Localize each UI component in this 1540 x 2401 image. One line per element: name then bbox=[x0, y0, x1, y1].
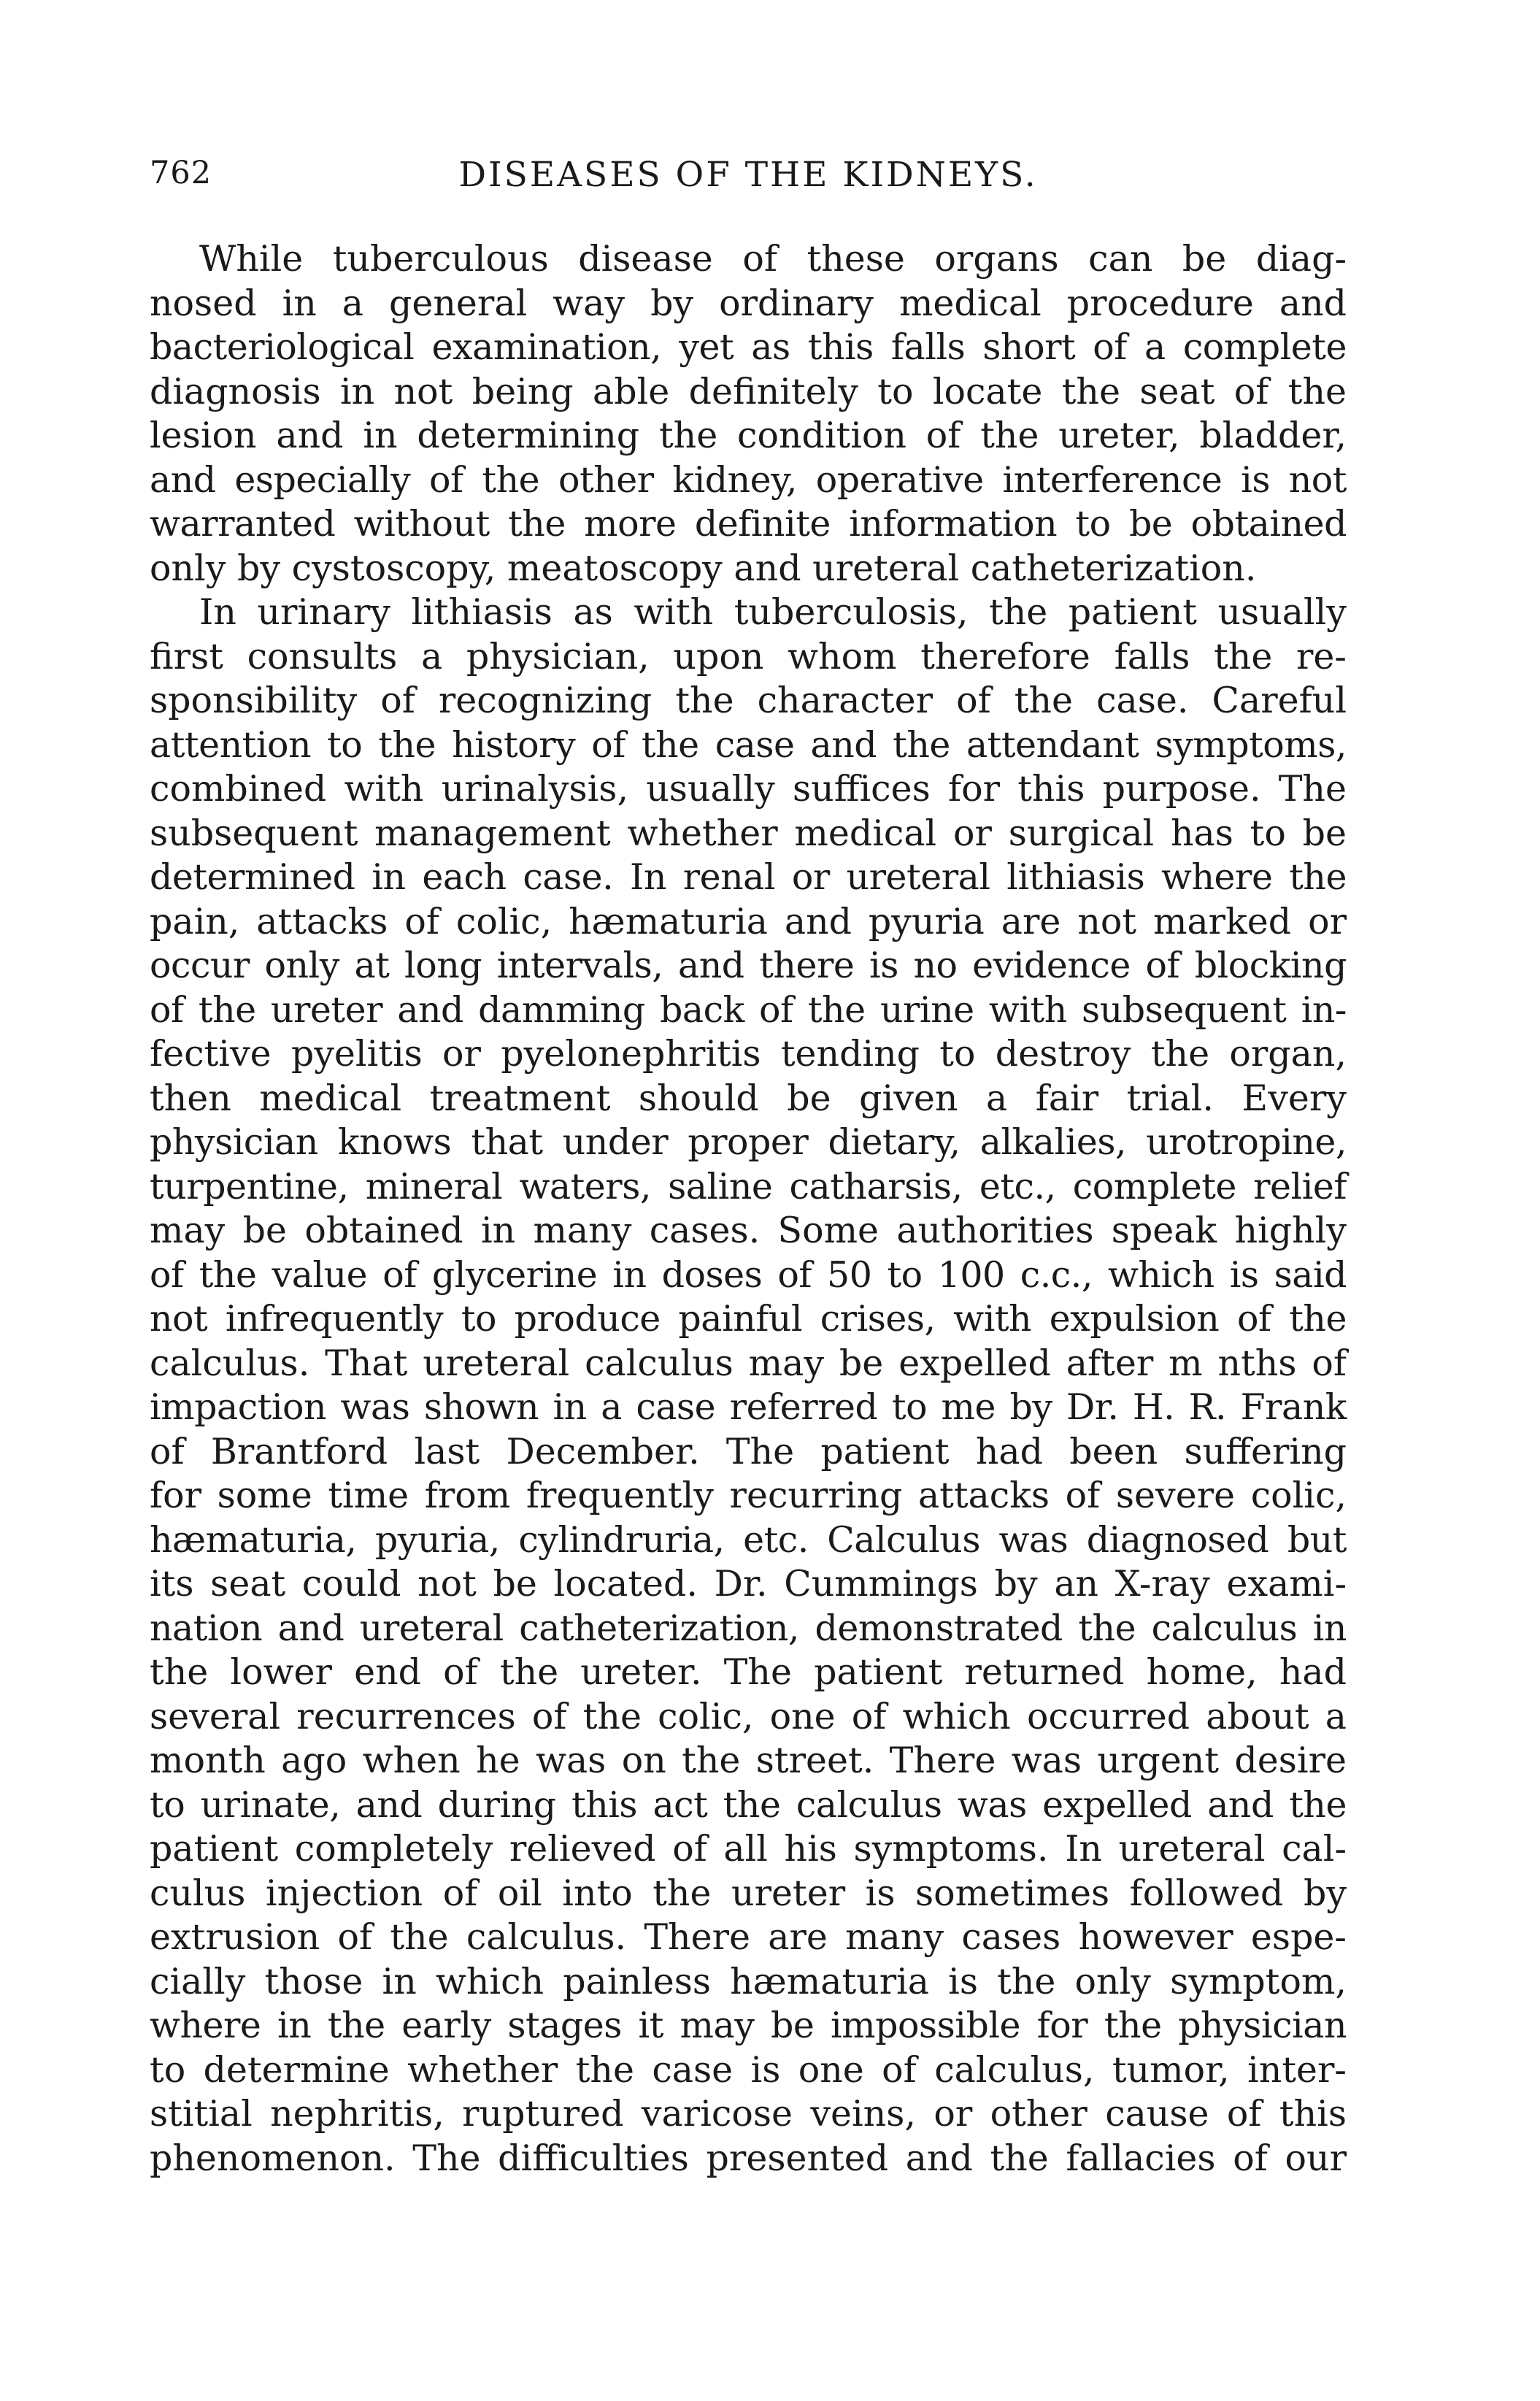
paragraph-1 bbox=[150, 237, 1347, 591]
text-line: lesion and in determining the condition of the ureter, bladder, bbox=[150, 415, 1347, 456]
text-line: calculus. That ureteral calculus may be expelled after m nths of bbox=[150, 1342, 1347, 1384]
text-line: extrusion of the calculus. There are many cases however espe- bbox=[150, 1916, 1347, 1958]
text-line: nosed in a general way by ordinary medical procedure and bbox=[150, 282, 1347, 324]
text-line: physician knows that under proper dietary, alkalies, urotropine, bbox=[150, 1121, 1347, 1163]
text-line: While tuberculous disease of these organs can be diag- bbox=[199, 238, 1347, 280]
page-number: 762 bbox=[150, 155, 212, 191]
text-line: where in the early stages it may be impossible for the physician bbox=[150, 2005, 1347, 2046]
text-line: its seat could not be located. Dr. Cummings by an X-ray exami- bbox=[150, 1563, 1347, 1605]
text-line: combined with urinalysis, usually suffices for this purpose. The bbox=[150, 768, 1347, 810]
running-title: DISEASES OF THE KIDNEYS. bbox=[458, 155, 1038, 195]
text-line: impaction was shown in a case referred to me by Dr. H. R. Frank bbox=[150, 1386, 1347, 1428]
text-line: stitial nephritis, ruptured varicose veins, or other cause of this bbox=[150, 2093, 1347, 2135]
paragraph-2 bbox=[150, 591, 1347, 2181]
text-line: nation and ureteral catheterization, demonstrated the calculus in bbox=[150, 1607, 1347, 1649]
text-line: attention to the history of the case and the attendant symptoms, bbox=[150, 723, 1347, 766]
text-line: cially those in which painless hæmaturia is the only symptom, bbox=[150, 1960, 1347, 2002]
text-line: In urinary lithiasis as with tuberculosis, the patient usually bbox=[199, 591, 1347, 633]
text-line: culus injection of oil into the ureter is sometimes followed by bbox=[150, 1872, 1347, 1914]
text-line: pain, attacks of colic, hæmaturia and pyuria are not marked or bbox=[150, 900, 1347, 942]
text-line: then medical treatment should be given a fair trial. Every bbox=[150, 1077, 1347, 1119]
text-line: to determine whether the case is one of calculus, tumor, inter- bbox=[150, 2048, 1347, 2091]
text-line: first consults a physician, upon whom therefore falls the re- bbox=[150, 635, 1347, 677]
text-line: turpentine, mineral waters, saline catharsis, etc., complete relief bbox=[150, 1165, 1347, 1207]
text-line: may be obtained in many cases. Some authorities speak highly bbox=[150, 1210, 1347, 1251]
text-line: warranted without the more definite information to be obtained bbox=[150, 503, 1347, 545]
body-text bbox=[150, 237, 1347, 2181]
text-line: not infrequently to produce painful crises, with expulsion of the bbox=[150, 1298, 1347, 1340]
text-line: determined in each case. In renal or ureteral lithiasis where the bbox=[150, 856, 1347, 898]
text-line: only by cystoscopy, meatoscopy and ureteral catheterization. bbox=[150, 547, 1257, 589]
text-line: the lower end of the ureter. The patient returned home, had bbox=[150, 1651, 1347, 1693]
text-line: patient completely relieved of all his symptoms. In ureteral cal- bbox=[150, 1828, 1347, 1870]
text-line: occur only at long intervals, and there is no evidence of blocking bbox=[150, 945, 1347, 986]
text-line: and especially of the other kidney, operative interference is not bbox=[150, 458, 1347, 501]
text-line: fective pyelitis or pyelonephritis tending to destroy the organ, bbox=[150, 1033, 1347, 1075]
text-line: of the ureter and damming back of the urine with subsequent in- bbox=[150, 988, 1347, 1031]
text-line: hæmaturia, pyuria, cylindruria, etc. Calculus was diagnosed but bbox=[150, 1518, 1347, 1561]
page-header bbox=[150, 155, 1347, 206]
text-line: for some time from frequently recurring attacks of severe colic, bbox=[150, 1475, 1347, 1516]
text-line: to urinate, and during this act the calculus was expelled and the bbox=[150, 1783, 1347, 1826]
text-line: sponsibility of recognizing the character of the case. Careful bbox=[150, 680, 1347, 721]
text-line: several recurrences of the colic, one of which occurred about a bbox=[150, 1695, 1347, 1737]
text-line: subsequent management whether medical or surgical has to be bbox=[150, 812, 1347, 854]
text-line: bacteriological examination, yet as this falls short of a complete bbox=[150, 326, 1347, 368]
text-line: month ago when he was on the street. There was urgent desire bbox=[150, 1740, 1347, 1781]
text-line: diagnosis in not being able definitely to locate the seat of the bbox=[150, 370, 1347, 412]
text-line: of Brantford last December. The patient had been suffering bbox=[150, 1430, 1347, 1472]
text-line: phenomenon. The difficulties presented and the fallacies of our bbox=[150, 2137, 1347, 2179]
text-line: of the value of glycerine in doses of 50 to 100 c.c., which is said bbox=[150, 1253, 1347, 1296]
